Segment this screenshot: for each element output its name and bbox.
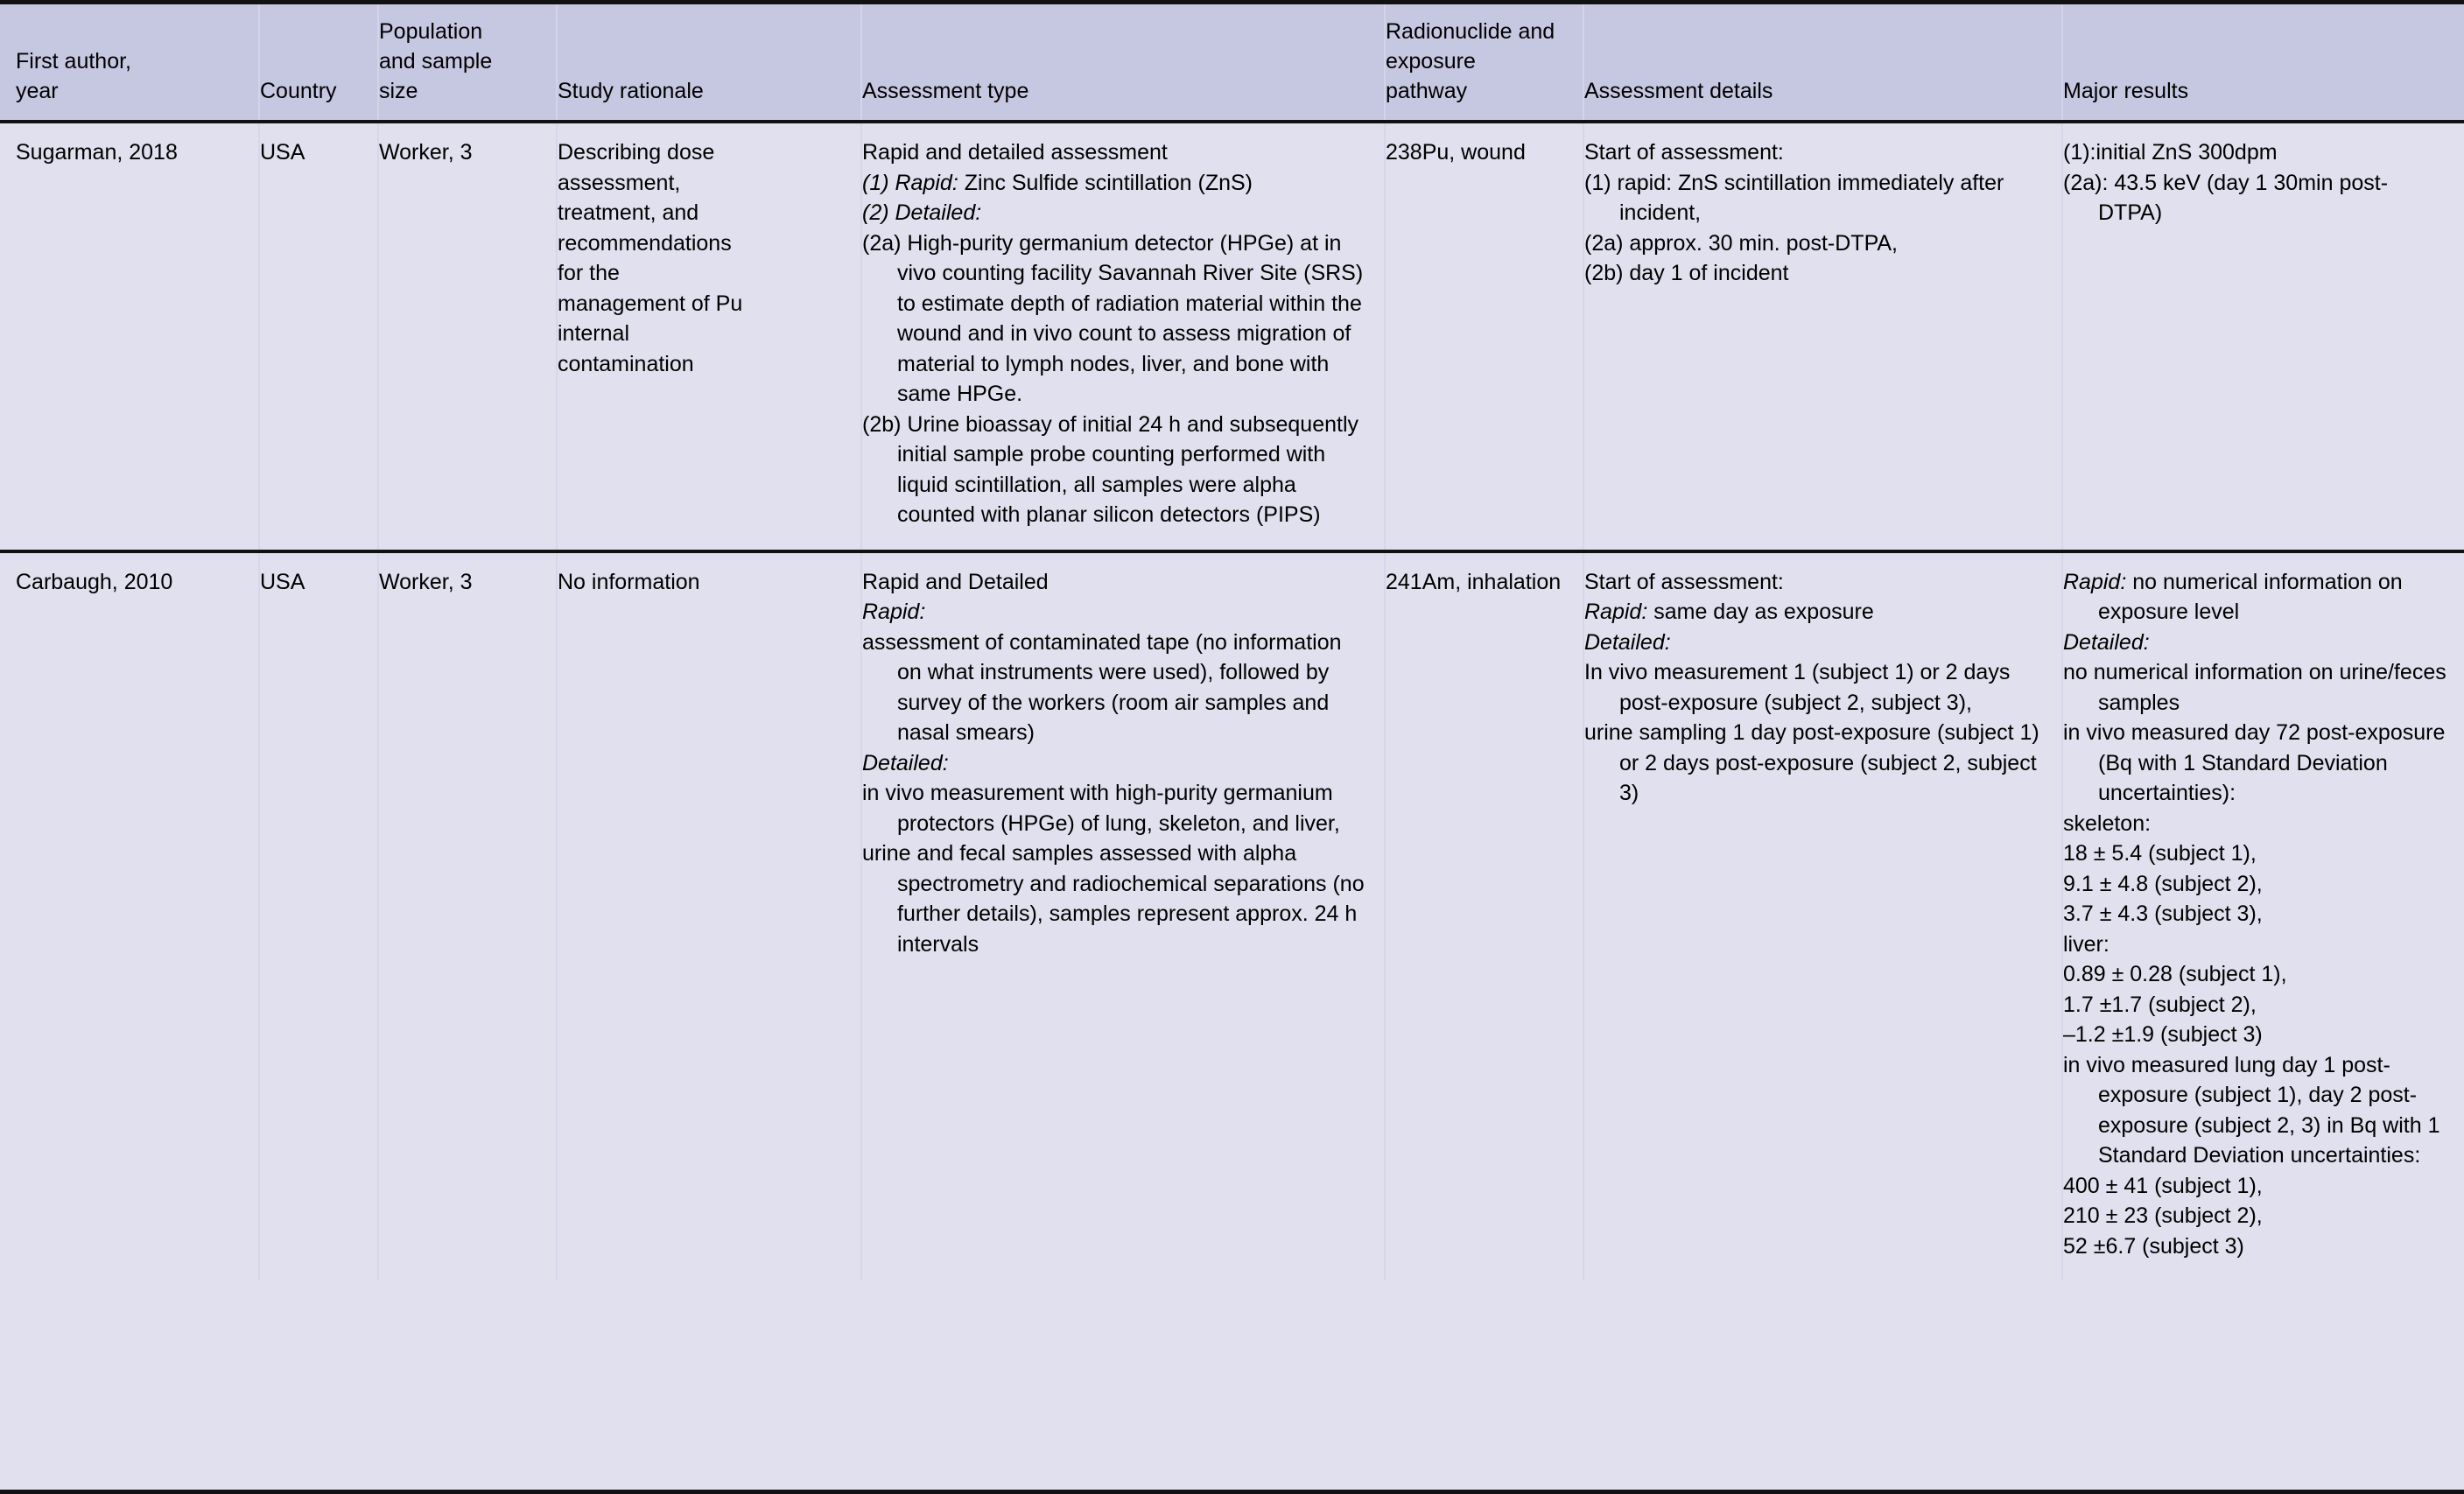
assessment-type-value (862, 137, 1372, 530)
column-header-line-2: year (16, 79, 59, 103)
cell-line: contamination (558, 351, 694, 376)
cell-line: (2b) day 1 of incident (1584, 261, 1789, 285)
cell-line: treatment, and (558, 200, 699, 225)
column-header-country (259, 4, 378, 122)
column-header-assessment-type (861, 4, 1385, 122)
cell-line: 3.7 ± 4.3 (subject 3), (2063, 901, 2263, 926)
column-header-label: Country (260, 79, 337, 103)
cell-line: 52 ±6.7 (subject 3) (2063, 1233, 2244, 1259)
first-author-year-value: Sugarman, 2018 (16, 140, 178, 165)
column-header-line-2: exposure (1386, 49, 1476, 74)
cell-line: (1) Rapid: Zinc Sulfide scintillation (ZnS) (862, 170, 1253, 195)
study-table (0, 4, 2464, 1280)
cell-radionuclide-exposure-pathway (1385, 551, 1583, 1281)
column-header-label: Assessment type (862, 79, 1029, 103)
cell-line: –1.2 ±1.9 (subject 3) (2063, 1022, 2263, 1047)
column-header-line-1: Radionuclide and (1386, 19, 1555, 44)
cell-first-author-year (0, 551, 259, 1281)
cell-country (259, 122, 378, 551)
column-header-study-rationale (557, 4, 861, 122)
column-header-line-2: and sample (379, 49, 493, 74)
cell-line: (2a): 43.5 keV (day 1 30min post-DTPA) (2063, 170, 2389, 225)
country-value: USA (260, 140, 305, 165)
cell-line: Start of assessment: (1584, 569, 1784, 594)
cell-line: liver: (2063, 931, 2109, 957)
cell-line: Rapid and detailed assessment (862, 140, 1168, 165)
cell-line-emphasis: (2) Detailed: (862, 200, 982, 225)
cell-line: skeleton: (2063, 810, 2152, 836)
column-header-line-3: pathway (1386, 79, 1468, 103)
cell-assessment-details (1583, 122, 2062, 551)
assessment-type-value (862, 567, 1372, 960)
column-header-population-sample-size (378, 4, 557, 122)
study-rationale-value (558, 137, 848, 379)
cell-major-results (2062, 551, 2464, 1281)
cell-study-rationale (557, 551, 861, 1281)
cell-line: urine sampling 1 day post-exposure (subject 1) or 2 days post-exposure (subject 2, subject 3) (1584, 720, 2039, 805)
cell-line (862, 198, 1372, 228)
cell-line: 18 ± 5.4 (subject 1), (2063, 841, 2257, 866)
cell-line: internal (558, 321, 629, 346)
cell-line: recommendations (558, 230, 732, 256)
column-header-line-3: size (379, 79, 418, 103)
cell-line: Rapid and Detailed (862, 569, 1049, 594)
header-row (0, 4, 2464, 122)
cell-line: In vivo measurement 1 (subject 1) or 2 days post-exposure (subject 2, subject 3), (1584, 660, 2011, 715)
cell-line: 210 ± 23 (subject 2), (2063, 1203, 2263, 1228)
column-header-label: Major results (2063, 79, 2189, 103)
population-sample-size-value: Worker, 3 (379, 569, 473, 594)
country-value: USA (260, 569, 305, 594)
cell-line-emphasis: Detailed: (2063, 629, 2150, 655)
cell-line: Rapid: same day as exposure (1584, 600, 1874, 624)
cell-line: in vivo measured lung day 1 post-exposure (subject 1), day 2 post-exposure (subject 2, 3) in Bq with 1 Standard Deviation uncertainties: (2063, 1052, 2440, 1168)
cell-radionuclide-exposure-pathway (1385, 122, 1583, 551)
cell-line-emphasis: Rapid: (862, 600, 926, 624)
cell-assessment-type (861, 551, 1385, 1281)
major-results-value (2063, 137, 2452, 228)
cell-line-emphasis: Rapid: (1584, 600, 1648, 624)
cell-line: (2b) Urine bioassay of initial 24 h and subsequently initial sample probe counting performed with liquid scintillation, all samples were alpha counted with planar silicon detectors (PIPS) (862, 411, 1359, 527)
cell-line: Describing dose (558, 140, 715, 165)
cell-line: Rapid: no numerical information on exposure level (2063, 569, 2403, 624)
cell-assessment-details (1583, 551, 2062, 1281)
cell-assessment-type (861, 122, 1385, 551)
cell-population-sample-size (378, 551, 557, 1281)
cell-line-emphasis: Detailed: (862, 750, 949, 775)
cell-line: (1):initial ZnS 300dpm (2063, 140, 2278, 165)
cell-line (862, 597, 1372, 628)
column-header-first-author-year (0, 4, 259, 122)
cell-line: 1.7 ±1.7 (subject 2), (2063, 992, 2257, 1017)
column-header-label: Assessment details (1584, 79, 1773, 103)
cell-line-emphasis: Rapid: (2063, 569, 2127, 594)
cell-line (862, 748, 1372, 779)
cell-line (1584, 628, 2049, 658)
cell-line: Start of assessment: (1584, 140, 1784, 165)
cell-line: in vivo measured day 72 post-exposure (Bq with 1 Standard Deviation uncertainties): (2063, 720, 2446, 805)
cell-line: 0.89 ± 0.28 (subject 1), (2063, 962, 2287, 986)
cell-line-emphasis: Detailed: (1584, 629, 1671, 655)
major-results-value (2063, 567, 2452, 1262)
cell-line: management of Pu (558, 291, 743, 316)
table-row (0, 551, 2464, 1281)
cell-line: 400 ± 41 (subject 1), (2063, 1173, 2263, 1198)
column-header-assessment-details (1583, 4, 2062, 122)
cell-line: (2a) High-purity germanium detector (HPGe) at in vivo counting facility Savannah River Site (SRS) to estimate depth of radiation material within the wound and in vivo count to assess migration of material to lymph nodes, liver, and bone with same HPGe. (862, 230, 1364, 406)
cell-study-rationale (557, 122, 861, 551)
column-header-line-1: First author, (16, 49, 131, 74)
cell-line: for the (558, 261, 620, 285)
table-header (0, 4, 2464, 122)
cell-first-author-year (0, 122, 259, 551)
first-author-year-value: Carbaugh, 2010 (16, 569, 173, 594)
cell-population-sample-size (378, 122, 557, 551)
cell-line: no numerical information on urine/feces samples (2063, 660, 2446, 715)
cell-line: No information (558, 569, 700, 594)
column-header-line-1: Population (379, 19, 483, 44)
cell-line: assessment, (558, 170, 681, 195)
cell-line: in vivo measurement with high-purity germanium protectors (HPGe) of lung, skeleton, and liver, (862, 781, 1340, 836)
cell-line (2063, 628, 2452, 658)
radionuclide-exposure-pathway-value: 238Pu, wound (1386, 140, 1526, 165)
cell-line: urine and fecal samples assessed with alpha spectrometry and radiochemical separations (no further details), samples represent approx. 24 h intervals (862, 841, 1365, 957)
population-sample-size-value: Worker, 3 (379, 140, 473, 165)
cell-line: assessment of contaminated tape (no information on what instruments were used), followed by survey of the workers (room air samples and nasal smears) (862, 629, 1342, 745)
cell-major-results (2062, 122, 2464, 551)
assessment-details-value (1584, 137, 2049, 289)
column-header-label: Study rationale (558, 79, 704, 103)
cell-country (259, 551, 378, 1281)
column-header-major-results (2062, 4, 2464, 122)
cell-line: (1) rapid: ZnS scintillation immediately after incident, (1584, 170, 2004, 225)
column-header-radionuclide-exposure-pathway (1385, 4, 1583, 122)
cell-line: 9.1 ± 4.8 (subject 2), (2063, 871, 2263, 896)
assessment-details-value (1584, 567, 2049, 809)
cell-line: (2a) approx. 30 min. post-DTPA, (1584, 230, 1899, 256)
radionuclide-exposure-pathway-value: 241Am, inhalation (1386, 569, 1562, 594)
study-rationale-value (558, 567, 848, 598)
cell-line-emphasis: (1) Rapid: (862, 170, 958, 195)
table-row (0, 122, 2464, 551)
table-body (0, 122, 2464, 1280)
